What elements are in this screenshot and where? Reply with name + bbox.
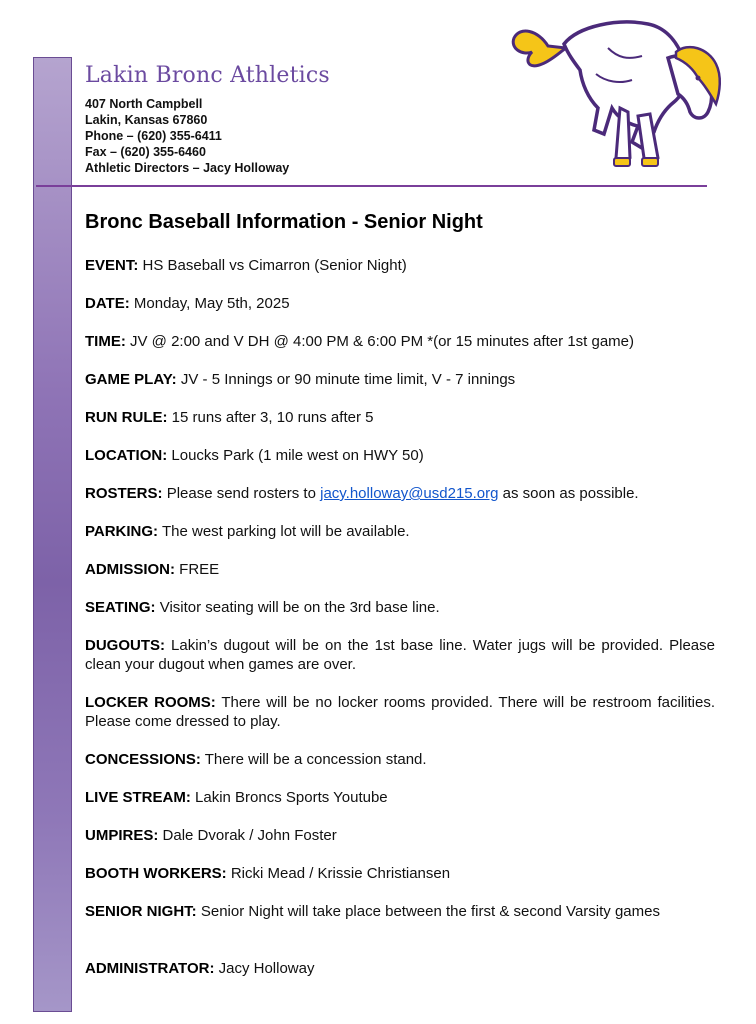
info-live-stream: LIVE STREAM: Lakin Broncs Sports Youtube xyxy=(85,789,388,806)
info-rosters: ROSTERS: Please send rosters to jacy.holloway@usd215.org as soon as possible. xyxy=(85,485,639,502)
decorative-side-bar xyxy=(33,57,72,1012)
bronco-horse-logo-icon xyxy=(508,8,726,174)
phone-number: Phone – (620) 355-6411 xyxy=(85,129,222,143)
header-divider xyxy=(36,185,707,187)
info-locker-rooms: LOCKER ROOMS: There will be no locker rooms provided. There will be restroom facilities. Please come dressed to play. xyxy=(85,694,715,730)
info-booth-workers: BOOTH WORKERS: Ricki Mead / Krissie Christiansen xyxy=(85,865,451,882)
org-name: Lakin Bronc Athletics xyxy=(85,63,330,88)
letterhead xyxy=(85,62,505,176)
info-seating: SEATING: Visitor seating will be on the 3rd base line. xyxy=(85,599,440,616)
info-dugouts: DUGOUTS: Lakin’s dugout will be on the 1st base line. Water jugs will be provided. Please clean your dugout when games are over. xyxy=(85,637,715,673)
info-sheet xyxy=(85,208,715,977)
info-game-play: GAME PLAY: JV - 5 Innings or 90 minute time limit, V - 7 innings xyxy=(85,371,516,388)
info-event: EVENT: HS Baseball vs Cimarron (Senior Night) xyxy=(85,257,407,274)
info-concessions: CONCESSIONS: There will be a concession stand. xyxy=(85,751,427,768)
address-line-2: Lakin, Kansas 67860 xyxy=(85,113,208,127)
info-administrator: ADMINISTRATOR: Jacy Holloway xyxy=(85,960,315,977)
fax-number: Fax – (620) 355-6460 xyxy=(85,145,206,159)
info-senior-night: SENIOR NIGHT: Senior Night will take place between the first & second Varsity games xyxy=(85,903,660,920)
athletic-directors: Athletic Directors – Jacy Holloway xyxy=(85,161,290,175)
page-title: Bronc Baseball Information - Senior Night xyxy=(85,211,483,233)
info-run-rule: RUN RULE: 15 runs after 3, 10 runs after 5 xyxy=(85,409,374,426)
info-admission: ADMISSION: FREE xyxy=(85,561,220,578)
info-umpires: UMPIRES: Dale Dvorak / John Foster xyxy=(85,827,337,844)
info-time: TIME: JV @ 2:00 and V DH @ 4:00 PM & 6:00 PM *(or 15 minutes after 1st game) xyxy=(85,333,635,350)
address-line-1: 407 North Campbell xyxy=(85,97,203,111)
info-location: LOCATION: Loucks Park (1 mile west on HWY 50) xyxy=(85,447,424,464)
info-parking: PARKING: The west parking lot will be available. xyxy=(85,523,410,540)
roster-email-link[interactable]: jacy.holloway@usd215.org xyxy=(320,485,499,502)
info-date: DATE: Monday, May 5th, 2025 xyxy=(85,295,290,312)
